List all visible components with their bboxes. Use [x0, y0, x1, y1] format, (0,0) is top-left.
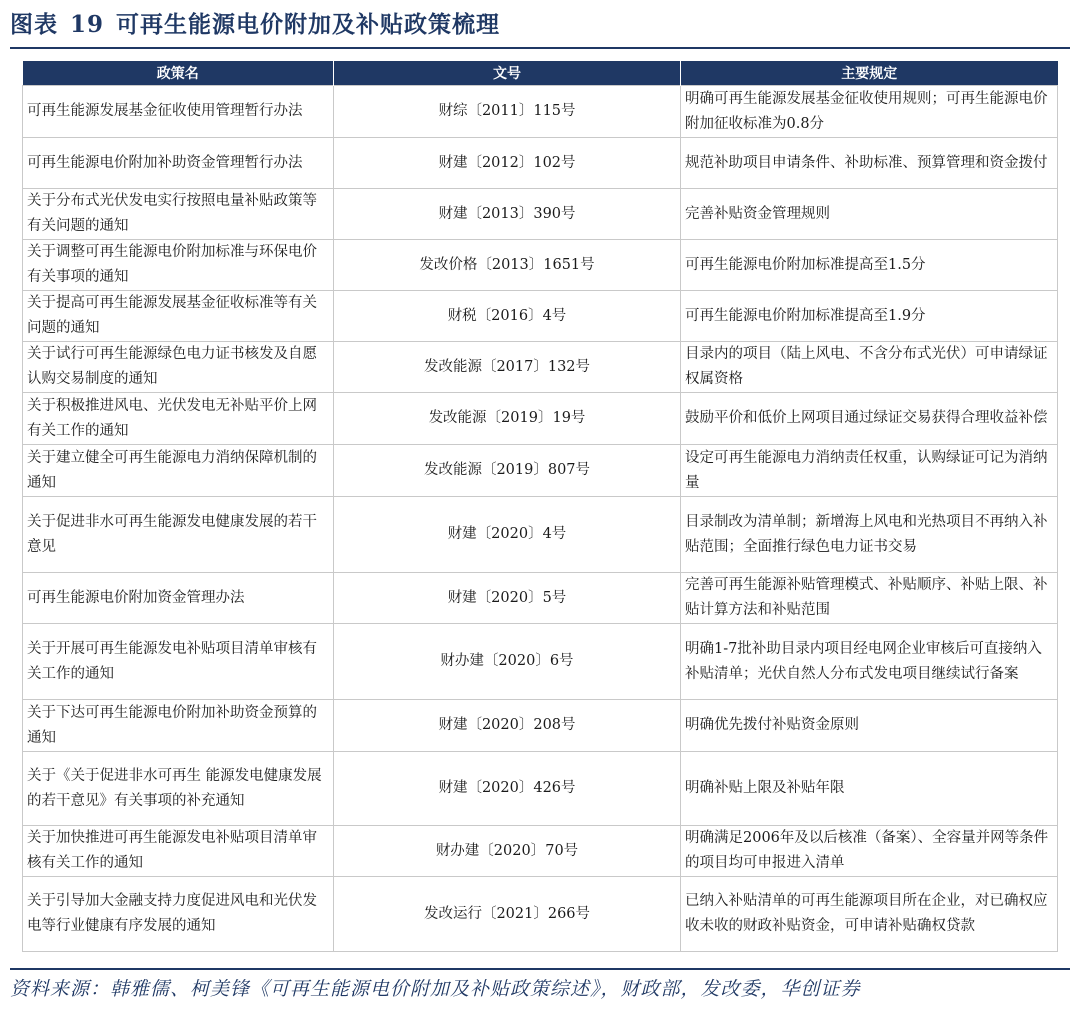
- column-header-document-number: 文号: [334, 61, 681, 86]
- cell-main-provisions: 已纳入补贴清单的可再生能源项目所在企业，对已确权应收未收的财政补贴资金，可申请补贴确权贷款: [681, 877, 1058, 952]
- cell-main-provisions: 明确优先拨付补贴资金原则: [681, 700, 1058, 752]
- cell-policy-name: 可再生能源电价附加资金管理办法: [23, 573, 334, 624]
- table-body: [23, 86, 1058, 952]
- table-row: [23, 497, 1058, 573]
- cell-main-provisions: 规范补助项目申请条件、补助标准、预算管理和资金拨付: [681, 138, 1058, 189]
- table-header-row: [23, 61, 1058, 86]
- cell-document-number: 财综〔2011〕115号: [334, 86, 681, 138]
- cell-main-provisions: 可再生能源电价附加标准提高至1.5分: [681, 240, 1058, 291]
- table-row: [23, 342, 1058, 393]
- table-row: [23, 826, 1058, 877]
- table-row: [23, 291, 1058, 342]
- source-note: 资料来源：韩雅儒、柯美锋《可再生能源电价附加及补贴政策综述》，财政部，发改委，华创证券: [10, 978, 861, 1000]
- cell-main-provisions: 设定可再生能源电力消纳责任权重，认购绿证可记为消纳量: [681, 445, 1058, 497]
- cell-policy-name: 关于加快推进可再生能源发电补贴项目清单审核有关工作的通知: [23, 826, 334, 877]
- cell-document-number: 发改运行〔2021〕266号: [334, 877, 681, 952]
- cell-document-number: 发改价格〔2013〕1651号: [334, 240, 681, 291]
- table-row: [23, 624, 1058, 700]
- figure-label: 图表: [10, 11, 58, 38]
- source-divider: [10, 968, 1070, 970]
- cell-policy-name: 关于试行可再生能源绿色电力证书核发及自愿认购交易制度的通知: [23, 342, 334, 393]
- table-row: [23, 393, 1058, 445]
- cell-policy-name: 可再生能源发展基金征收使用管理暂行办法: [23, 86, 334, 138]
- cell-document-number: 财建〔2020〕426号: [334, 752, 681, 826]
- cell-policy-name: 关于建立健全可再生能源电力消纳保障机制的通知: [23, 445, 334, 497]
- table-row: [23, 700, 1058, 752]
- cell-policy-name: 关于分布式光伏发电实行按照电量补贴政策等有关问题的通知: [23, 189, 334, 240]
- cell-policy-name: 关于开展可再生能源发电补贴项目清单审核有关工作的通知: [23, 624, 334, 700]
- cell-policy-name: 可再生能源电价附加补助资金管理暂行办法: [23, 138, 334, 189]
- table-row: [23, 877, 1058, 952]
- cell-document-number: 财办建〔2020〕6号: [334, 624, 681, 700]
- figure-number: 19: [70, 11, 105, 38]
- cell-document-number: 财建〔2013〕390号: [334, 189, 681, 240]
- table-row: [23, 189, 1058, 240]
- cell-main-provisions: 明确可再生能源发展基金征收使用规则；可再生能源电价附加征收标准为0.8分: [681, 86, 1058, 138]
- cell-main-provisions: 完善可再生能源补贴管理模式、补贴顺序、补贴上限、补贴计算方法和补贴范围: [681, 573, 1058, 624]
- cell-main-provisions: 可再生能源电价附加标准提高至1.9分: [681, 291, 1058, 342]
- column-header-main-provisions: 主要规定: [681, 61, 1058, 86]
- cell-document-number: 发改能源〔2019〕807号: [334, 445, 681, 497]
- table-row: [23, 138, 1058, 189]
- cell-main-provisions: 明确补贴上限及补贴年限: [681, 752, 1058, 826]
- table-row: [23, 573, 1058, 624]
- table-row: [23, 86, 1058, 138]
- title-divider: [10, 47, 1070, 49]
- figure-title-text: 可再生能源电价附加及补贴政策梳理: [116, 11, 501, 38]
- cell-main-provisions: 目录制改为清单制；新增海上风电和光热项目不再纳入补贴范围；全面推行绿色电力证书交易: [681, 497, 1058, 573]
- cell-main-provisions: 明确满足2006年及以后核准（备案）、全容量并网等条件的项目均可申报进入清单: [681, 826, 1058, 877]
- cell-main-provisions: 鼓励平价和低价上网项目通过绿证交易获得合理收益补偿: [681, 393, 1058, 445]
- cell-document-number: 发改能源〔2017〕132号: [334, 342, 681, 393]
- cell-document-number: 财建〔2012〕102号: [334, 138, 681, 189]
- cell-policy-name: 关于积极推进风电、光伏发电无补贴平价上网有关工作的通知: [23, 393, 334, 445]
- cell-policy-name: 关于《关于促进非水可再生 能源发电健康发展的若干意见》有关事项的补充通知: [23, 752, 334, 826]
- cell-policy-name: 关于调整可再生能源电价附加标准与环保电价有关事项的通知: [23, 240, 334, 291]
- column-header-policy-name: 政策名: [23, 61, 334, 86]
- figure-title: [10, 8, 500, 42]
- cell-policy-name: 关于促进非水可再生能源发电健康发展的若干意见: [23, 497, 334, 573]
- cell-document-number: 财建〔2020〕5号: [334, 573, 681, 624]
- cell-policy-name: 关于下达可再生能源电价附加补助资金预算的通知: [23, 700, 334, 752]
- cell-main-provisions: 明确1-7批补助目录内项目经电网企业审核后可直接纳入补贴清单；光伏自然人分布式发电项目继续试行备案: [681, 624, 1058, 700]
- cell-document-number: 财税〔2016〕4号: [334, 291, 681, 342]
- policy-table: [22, 61, 1058, 952]
- cell-policy-name: 关于引导加大金融支持力度促进风电和光伏发电等行业健康有序发展的通知: [23, 877, 334, 952]
- table-row: [23, 445, 1058, 497]
- cell-main-provisions: 完善补贴资金管理规则: [681, 189, 1058, 240]
- cell-document-number: 发改能源〔2019〕19号: [334, 393, 681, 445]
- cell-main-provisions: 目录内的项目（陆上风电、不含分布式光伏）可申请绿证权属资格: [681, 342, 1058, 393]
- cell-policy-name: 关于提高可再生能源发展基金征收标准等有关问题的通知: [23, 291, 334, 342]
- cell-document-number: 财办建〔2020〕70号: [334, 826, 681, 877]
- table-row: [23, 752, 1058, 826]
- cell-document-number: 财建〔2020〕4号: [334, 497, 681, 573]
- cell-document-number: 财建〔2020〕208号: [334, 700, 681, 752]
- table-row: [23, 240, 1058, 291]
